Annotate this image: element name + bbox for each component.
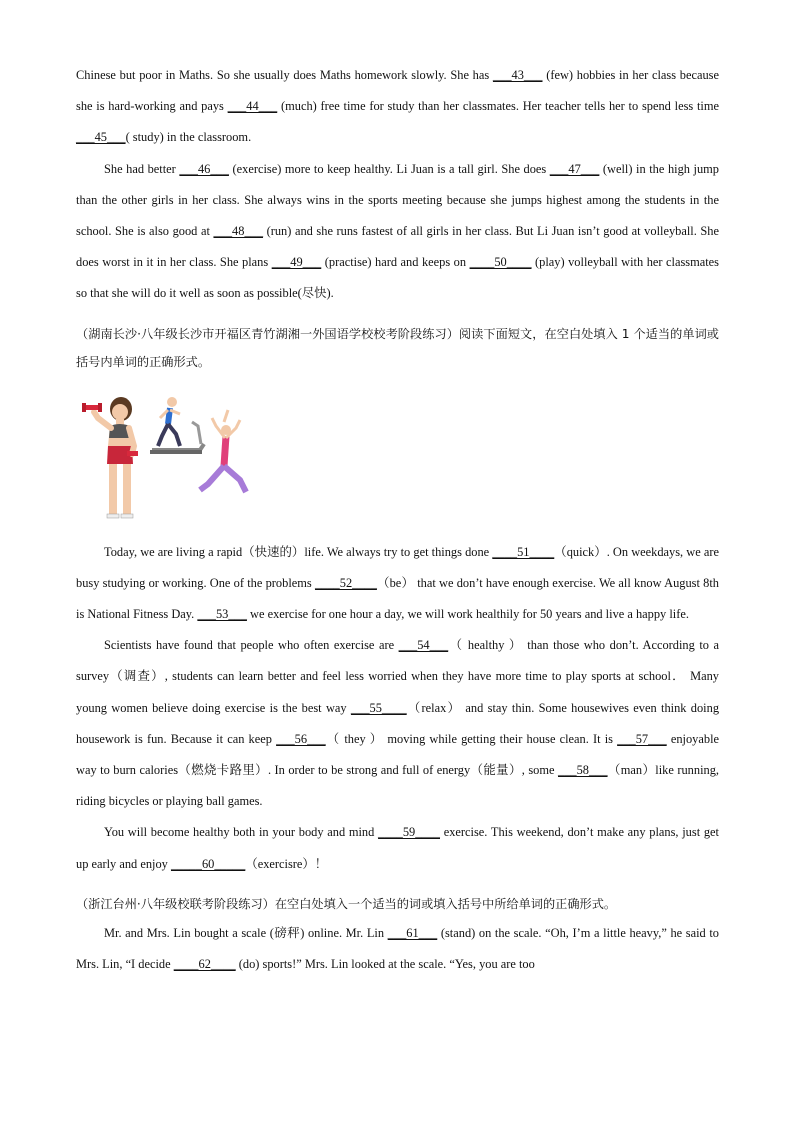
blank-60[interactable]: _____60_____ (170, 856, 246, 871)
treadmill-runner-figure (150, 397, 204, 454)
woman-dumbbell-figure (82, 397, 138, 518)
paragraph-3: Today, we are living a rapid（快速的）life. We always try to get things done ____51____（quick）. On weekdays, we are busy studying or working. One of the problems ____52____（be） that we don’t have enough exercise. We all know August 8th is National Fitness Day. ___53___ we exercise for one hour a day, we will work healthily for 50 years and live a happy life. (76, 544, 719, 622)
blank-51[interactable]: ____51____ (492, 544, 555, 559)
blank-49[interactable]: ___49___ (271, 255, 322, 270)
document-page (76, 60, 719, 980)
blank-53[interactable]: ___53___ (197, 607, 247, 622)
blank-58[interactable]: ___58___ (558, 763, 608, 778)
blank-62[interactable]: ____62____ (173, 957, 236, 972)
paragraph-2: She had better ___46___ (exercise) more to keep healthy. Li Juan is a tall girl. She does ___47___ (well) in the high jump than the other girls in her class. She always wins in the sports meeting because she jumps highest among the students in the school. She is also good at ___48___ (run) and she runs fastest of all girls in her class. But Li Juan isn’t good at volleyball. She does worst in it in her class. She plans ___49___ (practise) hard and keeps on ____50____ (play) volleyball with her classmates so that she will do it well as soon as possible(尽快). (76, 161, 720, 301)
blank-43[interactable]: ___43___ (492, 68, 543, 82)
blank-57[interactable]: ___57___ (617, 731, 667, 746)
blank-56[interactable]: ___56___ (276, 731, 326, 746)
blank-46[interactable]: ___46___ (179, 161, 229, 176)
blank-61[interactable]: ___61___ (387, 925, 438, 940)
paragraph-5: You will become healthy both in your body and mind ____59____ exercise. This weekend, don’t make any plans, just get up early and enjoy _____60_____（exercisre）！ (76, 825, 719, 871)
blank-50[interactable]: ____50____ (469, 255, 532, 270)
section-3-heading: （浙江台州·八年级校联考阶段练习）在空白处填入一个适当的词或填入括号中所给单词的正确形式。 (76, 896, 617, 911)
blank-55[interactable]: ___55____ (350, 700, 407, 715)
blank-44[interactable]: ___44___ (227, 99, 278, 114)
blank-45[interactable]: ___45___ (76, 130, 126, 145)
paragraph-4: Scientists have found that people who often exercise are ___54___（ healthy ） than those who don’t. According to a survey（调查）, students can learn better and feel less worried when they have more time to play sports at school． Many young women believe doing exercise is the best way ___55____（relax） and stay thin. Some housewives even think doing housework is fun. Because it can keep ___56___（ they ） moving while getting their house clean. It is ___57___ enjoyable way to burn calories（燃烧卡路里）. In order to be strong and full of energy（能量）, some ___58___（man）like running, riding bicycles or playing ball games. (76, 638, 720, 809)
paragraph-1: Chinese but poor in Maths. So she usually does Maths homework slowly. She has ___43___ (few) hobbies in her class because she is hard-working and pays ___44___ (much) free time for study than her classmates. Her teacher tells her to spend less time ___45___( study) in the classroom. (76, 68, 719, 145)
fitness-illustration-icon (76, 388, 266, 533)
blank-59[interactable]: ____59____ (378, 825, 440, 840)
section-2-heading: （湖南长沙·八年级长沙市开福区青竹湖湘一外国语学校校考阶段练习）阅读下面短文，在空白处填入 1 个适当的单词或括号内单词的正确形式。 (76, 326, 719, 369)
yoga-woman-figure (200, 410, 246, 492)
paragraph-6: Mr. and Mrs. Lin bought a scale (磅秤) online. Mr. Lin ___61___ (stand) on the scale. “Oh, I’m a little heavy,” he said to Mrs. Lin, “I decide ____62____ (do) sports!” Mrs. Lin looked at the scale. “Yes, you are too (76, 925, 719, 972)
blank-48[interactable]: ___48___ (213, 224, 264, 239)
fitness-illustration (76, 388, 266, 533)
blank-52[interactable]: ____52____ (314, 575, 377, 590)
blank-47[interactable]: ___47___ (549, 161, 600, 176)
blank-54[interactable]: ___54___ (398, 638, 449, 653)
